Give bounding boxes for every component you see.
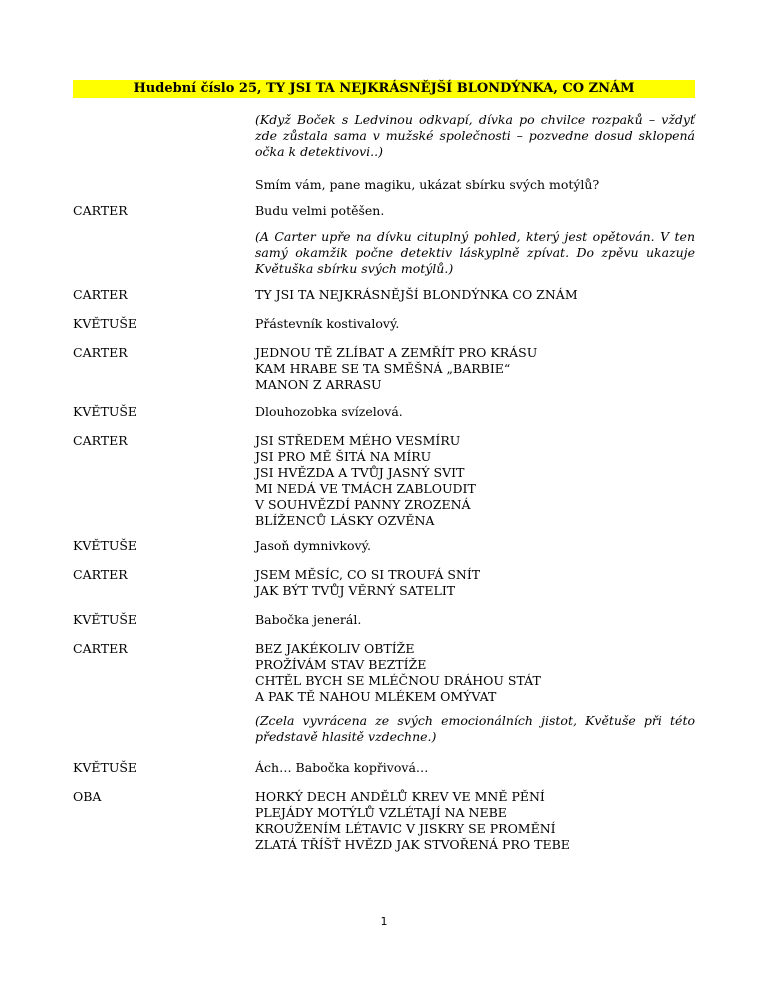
- lyric-line: V SOUHVĚZDÍ PANNY ZROZENÁ: [255, 497, 471, 512]
- dialogue-text: Smím vám, pane magiku, ukázat sbírku svých motýlů?: [255, 177, 600, 192]
- song-lyrics: [255, 567, 695, 599]
- speaker-name: CARTER: [73, 641, 128, 656]
- lyric-line: JEDNOU TĚ ZLÍBAT A ZEMŘÍT PRO KRÁSU: [255, 345, 538, 360]
- lyric-line: JSI STŘEDEM MÉHO VESMÍRU: [255, 433, 461, 448]
- lyric-line: BEZ JAKÉKOLIV OBTÍŽE: [255, 641, 415, 656]
- song-lyrics: [255, 433, 695, 529]
- song-lyrics: [255, 345, 695, 393]
- speaker-name: CARTER: [73, 287, 128, 302]
- speaker-name: CARTER: [73, 203, 128, 218]
- dialogue-text: [255, 538, 695, 554]
- dialogue-text: [255, 203, 695, 219]
- song-lyrics: [255, 641, 695, 705]
- dialogue-text: [255, 612, 695, 628]
- lyric-line: MI NEDÁ VE TMÁCH ZABLOUDIT: [255, 481, 476, 496]
- lyric-line: KROUŽENÍM LÉTAVIC V JISKRY SE PROMĚNÍ: [255, 821, 556, 836]
- lyric-line: MANON Z ARRASU: [255, 377, 382, 392]
- dialogue-text: [255, 760, 695, 776]
- speaker-name: OBA: [73, 789, 102, 804]
- lyric-line: JSI PRO MĚ ŠITÁ NA MÍRU: [255, 449, 432, 464]
- speaker-name: KVĚTUŠE: [73, 760, 138, 775]
- song-title: Hudební číslo 25, TY JSI TA NEJKRÁSNĚJŠÍ BLONDÝNKA, CO ZNÁM: [73, 80, 695, 98]
- text-line: Přástevník kostivalový.: [255, 316, 400, 331]
- text-line: Jasoň dymnivkový.: [255, 538, 371, 553]
- song-lyrics: [255, 287, 695, 303]
- text-line: Babočka jenerál.: [255, 612, 362, 627]
- lyric-line: KAM HRABE SE TA SMĚŠNÁ „BARBIE“: [255, 361, 511, 376]
- page-number: 1: [380, 915, 388, 928]
- text-line: Budu velmi potěšen.: [255, 203, 385, 218]
- speaker-name: KVĚTUŠE: [73, 538, 138, 553]
- lyric-line: JAK BÝT TVŮJ VĚRNÝ SATELIT: [255, 583, 456, 598]
- stage-direction: (Když Boček s Ledvinou odkvapí, dívka po chvilce rozpaků – vždyť zde zůstala sama v mužské společnosti – pozvedne dosud sklopená očka k detektivovi..): [255, 112, 695, 159]
- lyric-line: CHTĚL BYCH SE MLÉČNOU DRÁHOU STÁT: [255, 673, 541, 688]
- lyric-line: ZLATÁ TŘÍŠŤ HVĚZD JAK STVOŘENÁ PRO TEBE: [255, 837, 570, 852]
- speaker-name: CARTER: [73, 433, 128, 448]
- lyric-line: PROŽÍVÁM STAV BEZTÍŽE: [255, 657, 427, 672]
- text-line: Ách… Babočka kopřivová…: [255, 760, 429, 775]
- speaker-name: KVĚTUŠE: [73, 612, 138, 627]
- speaker-name: CARTER: [73, 345, 128, 360]
- lyric-line: TY JSI TA NEJKRÁSNĚJŠÍ BLONDÝNKA CO ZNÁM: [255, 287, 578, 302]
- lyric-line: HORKÝ DECH ANDĚLŮ KREV VE MNĚ PĚNÍ: [255, 789, 545, 804]
- speaker-name: CARTER: [73, 567, 128, 582]
- lyric-line: JSEM MĚSÍC, CO SI TROUFÁ SNÍT: [255, 567, 481, 582]
- speaker-name: KVĚTUŠE: [73, 404, 138, 419]
- text-line: Dlouhozobka svízelová.: [255, 404, 403, 419]
- lyric-line: A PAK TĚ NAHOU MLÉKEM OMÝVAT: [255, 689, 497, 704]
- lyric-line: BLÍŽENCŮ LÁSKY OZVĚNA: [255, 513, 435, 528]
- stage-direction: (Zcela vyvrácena ze svých emocionálních jistot, Květuše při této představě hlasitě vzdechne.): [255, 713, 695, 744]
- lyric-line: JSI HVĚZDA A TVŮJ JASNÝ SVIT: [255, 465, 465, 480]
- stage-direction: (A Carter upře na dívku citupln​ý pohled, který jest opětován. V ten samý okamžik počne detektiv láskyplně zpívat. Do zpěvu ukazuje Květuška sbírku svých motýlů.): [255, 229, 695, 276]
- lyric-line: PLEJÁDY MOTÝLŮ VZLÉTAJÍ NA NEBE: [255, 805, 507, 820]
- song-lyrics: [255, 789, 695, 853]
- dialogue-text: [255, 316, 695, 332]
- speaker-name: KVĚTUŠE: [73, 316, 138, 331]
- dialogue-text: [255, 404, 695, 420]
